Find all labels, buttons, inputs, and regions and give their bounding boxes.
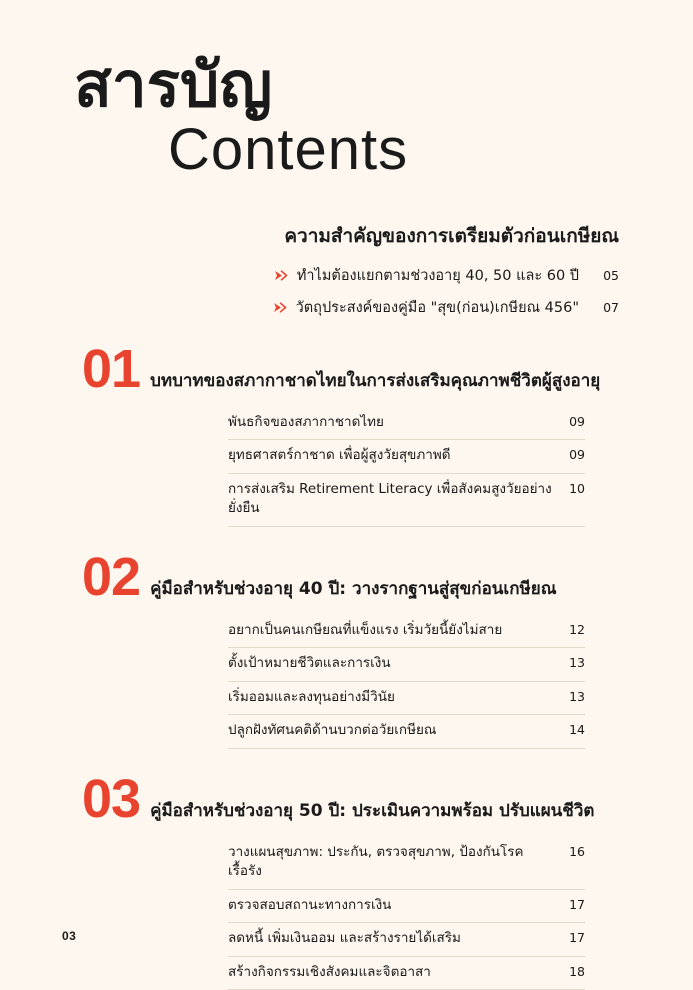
list-item[interactable] — [228, 682, 585, 716]
list-item[interactable] — [228, 407, 585, 441]
list-item-page: 09 — [569, 413, 585, 429]
chapter-header[interactable] — [0, 547, 693, 608]
chapter-section-03 — [0, 768, 693, 990]
list-item[interactable] — [228, 648, 585, 682]
list-item-page: 07 — [603, 300, 619, 316]
chapter-section-01 — [0, 339, 693, 527]
chapter-item-list — [0, 407, 693, 527]
list-item[interactable] — [228, 923, 585, 957]
list-item-page: 18 — [569, 963, 585, 979]
page-title — [0, 0, 693, 183]
list-item-label: ปลูกฝังทัศนคติด้านบวกต่อวัยเกษียณ — [228, 722, 437, 739]
chapter-title: คู่มือสำหรับช่วงอายุ 50 ปี: ประเมินความพร้อม ปรับแผนชีวิต — [150, 801, 595, 822]
chapter-item-list — [0, 615, 693, 749]
list-item-label: ตรวจสอบสถานะทางการเงิน — [228, 896, 392, 913]
list-item[interactable] — [228, 957, 585, 990]
list-item-label: เริ่มออมและลงทุนอย่างมีวินัย — [228, 688, 395, 705]
list-item[interactable] — [228, 890, 585, 924]
list-item-label: อยากเป็นคนเกษียณที่แข็งแรง เริ่มวัยนี้ยังไม่สาย — [228, 621, 503, 638]
chapter-item-list — [0, 837, 693, 990]
chapter-header[interactable] — [0, 768, 693, 829]
list-item-page: 09 — [569, 447, 585, 463]
list-item-label: วัตถุประสงค์ของคู่มือ "สุข(ก่อน)เกษียณ 456" — [295, 300, 579, 317]
list-item[interactable] — [0, 264, 619, 287]
list-item-page: 13 — [569, 688, 585, 704]
list-item[interactable] — [0, 296, 619, 319]
list-item-label: พันธกิจของสภากาชาดไทย — [228, 413, 384, 430]
list-item-page: 17 — [569, 930, 585, 946]
list-item-page: 16 — [569, 843, 585, 859]
chapter-number: 03 — [82, 768, 141, 829]
arrow-bullet-icon — [273, 268, 288, 283]
chapter-header[interactable] — [0, 339, 693, 400]
intro-heading: ความสำคัญของการเตรียมตัวก่อนเกษียณ — [284, 225, 619, 248]
list-item-label: วางแผนสุขภาพ: ประกัน, ตรวจสุขภาพ, ป้องกันโรคเรื้อรัง — [228, 843, 524, 880]
list-item-page: 13 — [569, 655, 585, 671]
list-item[interactable] — [228, 440, 585, 474]
list-item-page: 12 — [569, 621, 585, 637]
footer-page-number: 03 — [62, 929, 77, 943]
list-item-label: การส่งเสริม Retirement Literacy เพื่อสังคมสูงวัยอย่างยั่งยืน — [228, 480, 552, 517]
list-item[interactable] — [228, 615, 585, 649]
list-item-page: 10 — [569, 480, 585, 496]
list-item-page: 14 — [569, 722, 585, 738]
list-item-page: 17 — [569, 896, 585, 912]
intro-section — [0, 221, 693, 319]
chapter-title: คู่มือสำหรับช่วงอายุ 40 ปี: วางรากฐานสู่สุขก่อนเกษียณ — [150, 579, 557, 600]
list-item-label: ทำไมต้องแยกตามช่วงอายุ 40, 50 และ 60 ปี — [296, 268, 579, 285]
chapter-number: 02 — [82, 547, 141, 608]
page-title-thai: สารบัญ — [74, 48, 273, 121]
page-title-english: Contents — [168, 117, 409, 183]
list-item-label: ลดหนี้ เพิ่มเงินออม และสร้างรายได้เสริม — [228, 930, 461, 947]
arrow-bullet-icon — [272, 300, 287, 315]
list-item[interactable] — [228, 474, 585, 527]
list-item-label: สร้างกิจกรรมเชิงสังคมและจิตอาสา — [228, 963, 431, 980]
intro-item-list — [0, 264, 619, 319]
list-item-page: 05 — [603, 268, 619, 284]
chapter-number: 01 — [82, 339, 141, 400]
chapter-title: บทบาทของสภากาชาดไทยในการส่งเสริมคุณภาพชีวิตผู้สูงอายุ — [150, 371, 601, 392]
list-item[interactable] — [228, 715, 585, 749]
list-item-label: ตั้งเป้าหมายชีวิตและการเงิน — [228, 655, 391, 672]
list-item[interactable] — [228, 837, 585, 890]
chapter-section-02 — [0, 547, 693, 749]
list-item-label: ยุทธศาสตร์กาชาด เพื่อผู้สูงวัยสุขภาพดี — [228, 447, 451, 464]
